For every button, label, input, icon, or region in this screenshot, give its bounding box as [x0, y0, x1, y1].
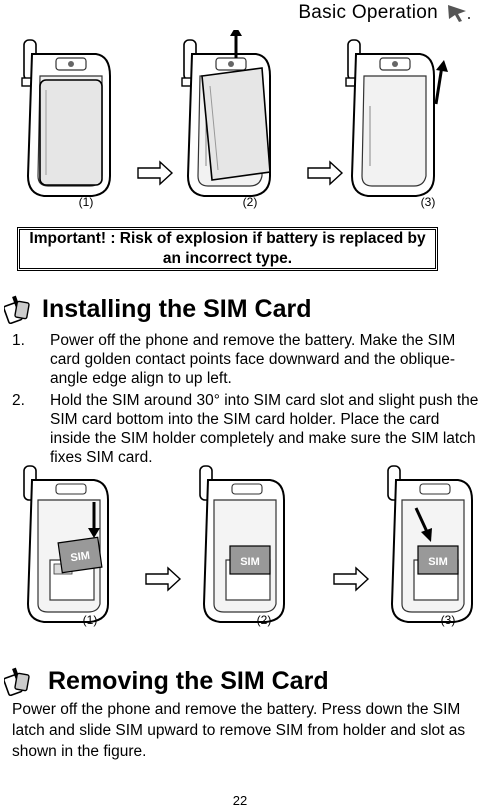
phone-icon [4, 666, 34, 696]
remove-paragraph: Power off the phone and remove the battery. Press down the SIM latch and slide SIM upward to remove SIM from holder and slot as shown in the figure. [12, 701, 466, 760]
arrow-right-icon [334, 568, 368, 590]
sim-insert-figure [0, 462, 480, 630]
step-number: 1. [12, 332, 25, 349]
install-heading [4, 294, 311, 324]
step-text: Power off the phone and remove the battery. Make the SIM card golden contact points face downward and the oblique-angle edge align to up left. [50, 332, 456, 387]
arrow-right-icon [146, 568, 180, 590]
sim-card-label: SIM [240, 556, 260, 568]
battery-phone-2 [182, 30, 270, 196]
battery-removal-figure [0, 30, 480, 212]
sim-card-label: SIM [428, 556, 448, 568]
page-number: 22 [232, 793, 248, 808]
list-item [12, 391, 480, 467]
figure-label: (1) [82, 613, 98, 627]
figure-label: (2) [242, 195, 258, 209]
install-title: Installing the SIM Card [42, 294, 312, 323]
remove-heading [4, 666, 329, 696]
pointer-arrow-icon [446, 3, 472, 23]
figure-label: (2) [256, 613, 272, 627]
sim-phone-3 [388, 466, 472, 622]
install-steps [12, 331, 480, 470]
phone-icon [4, 294, 34, 324]
list-item [12, 331, 480, 388]
battery-phone-1 [22, 40, 110, 196]
figure-label: (3) [440, 613, 456, 627]
battery-warning-box [17, 227, 438, 271]
sim-card-label: SIM [69, 549, 91, 565]
battery-phone-3 [346, 40, 448, 196]
step-number: 2. [12, 392, 25, 409]
step-text: Hold the SIM around 30° into SIM card slot and slight push the SIM card bottom into the SIM card holder. Place the card inside the SIM holder completely and make sure the SIM latch fixes SIM card. [50, 392, 479, 466]
arrow-right-icon [138, 162, 172, 184]
sim-phone-2 [200, 466, 284, 622]
figure-label: (1) [78, 195, 94, 209]
remove-title: Removing the SIM Card [48, 666, 329, 695]
arrow-right-icon [308, 162, 342, 184]
page-header [298, 0, 472, 26]
header-title: Basic Operation [298, 2, 438, 23]
sim-phone-1 [24, 466, 108, 622]
figure-label: (3) [420, 195, 436, 209]
warning-text: Important! : Risk of explosion if battery is replaced by an incorrect type. [29, 230, 426, 267]
